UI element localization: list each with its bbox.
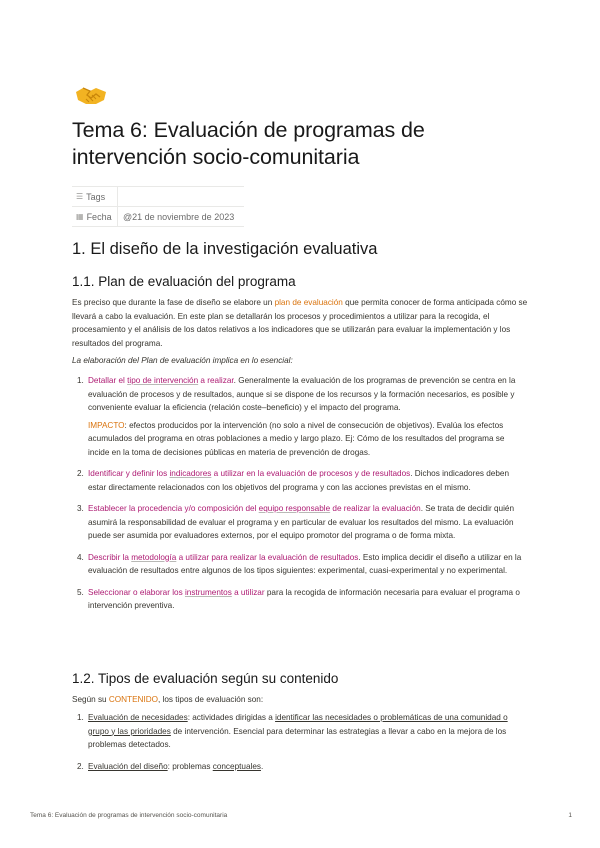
property-fecha[interactable] bbox=[72, 207, 244, 227]
list-item: 2. Identificar y definir los indicadores a utilizar en la evaluación de procesos y de resultados. Dichos indicadores deben estar directamente relacionados con los objetivos del programa y con las acciones previstas en el mismo. bbox=[77, 469, 510, 492]
page-number: 1 bbox=[568, 812, 572, 819]
list-item: 5. Seleccionar o elaborar los instrumentos a utilizar para la recogida de información necesaria para evaluar el programa o intervención preventiva. bbox=[77, 587, 520, 610]
fecha-value[interactable]: @21 de noviembre de 2023 bbox=[123, 212, 235, 222]
impacto-note: IMPACTO: efectos producidos por la intervención (no solo a nivel de consecución de objetivos). Evalúa los efectos acumulados del programa en otras poblaciones a medio y largo plazo. Ej: Cómo de los resultados del programa se incide en la toma de decisiones públicas en materia de prevención de drogas. bbox=[88, 420, 505, 457]
calendar-icon: ▦ bbox=[76, 211, 84, 221]
fecha-label: Fecha bbox=[86, 211, 112, 222]
title-line-2: intervención socio-comunitaria bbox=[72, 145, 360, 169]
tags-value[interactable] bbox=[118, 187, 123, 206]
list-item: 3. Establecer la procedencia y/o composición del equipo responsable de realizar la evaluación. Se trata de decidir quién asumirá la responsabilidad de evaluar el programa y en particular de evaluar los resultados del mismo. La evaluación puede ser asumida por evaluadores externos, por el equipo promotor del programa o de forma mixta. bbox=[77, 504, 515, 540]
list-icon: ☰ bbox=[76, 191, 84, 201]
highlight-plan: plan de evaluación bbox=[274, 298, 343, 307]
title-line-1: Tema 6: Evaluación de programas de bbox=[72, 118, 425, 142]
paragraph-contenido: Según su CONTENIDO, los tipos de evaluación son: bbox=[72, 695, 264, 704]
subsection-heading-1-1: 1.1. Plan de evaluación del programa bbox=[72, 274, 296, 289]
handshake-icon bbox=[74, 82, 108, 108]
paragraph-plan: Es preciso que durante la fase de diseño se elabore un plan de evaluación que permita conocer de forma anticipada cómo se llevará a cabo la evaluación. En este plan se detallarán los procesos y procedimientos a utilizar para la recogida, el procesamiento y el análisis de los datos relativos a los indicadores que se utilizarán para evaluar la implementación y los resultados del programa. bbox=[72, 298, 528, 348]
page-footer bbox=[30, 812, 572, 819]
footer-title: Tema 6: Evaluación de programas de intervención socio-comunitaria bbox=[30, 812, 228, 819]
list-item: 1. Detallar el tipo de intervención a realizar. Generalmente la evaluación de los programas de prevención se centra en la evaluación de procesos y de resultados, aunque si se dispone de los recursos y la formación necesarios, es posible y conveniente evaluar la eficiencia (relación coste–beneficio) y el impacto del programa. IMPACTO: efectos producidos por la intervención (no solo a nivel de consecución de objetivos). Evalúa los efectos acumulados del programa en otras poblaciones a medio y largo plazo. Ej: Cómo de los resultados del programa se incide en la toma de decisiones públicas en materia de prevención de drogas. bbox=[88, 374, 528, 459]
subsection-heading-1-2: 1.2. Tipos de evaluación según su contenido bbox=[72, 671, 339, 686]
list-item: 4. Describir la metodología a utilizar para realizar la evaluación de resultados. Esto implica decidir el diseño a utilizar en la evaluación de resultados entre algunos de los tipos siguientes: experimental, cuasi-experimental y no experimental. bbox=[77, 552, 522, 575]
property-tags[interactable] bbox=[72, 187, 244, 207]
properties-table bbox=[72, 186, 244, 227]
paragraph-italic: La elaboración del Plan de evaluación implica en lo esencial: bbox=[72, 356, 293, 365]
plan-list bbox=[77, 374, 528, 613]
list-item: 1. Evaluación de necesidades: actividades dirigidas a identificar las necesidades o problemáticas de una comunidad o grupo y las prioridades de intervención. Esencial para determinar las estrategias a llevar a cabo en la mejora de los problemas detectados. bbox=[77, 713, 508, 749]
list-item: 2. Evaluación del diseño: problemas conceptuales. bbox=[77, 761, 264, 771]
page-title bbox=[72, 117, 542, 171]
tipos-list bbox=[77, 711, 528, 773]
highlight-contenido: CONTENIDO bbox=[108, 695, 158, 704]
tags-label: Tags bbox=[86, 191, 106, 202]
section-heading-1: 1. El diseño de la investigación evaluativa bbox=[72, 240, 378, 258]
